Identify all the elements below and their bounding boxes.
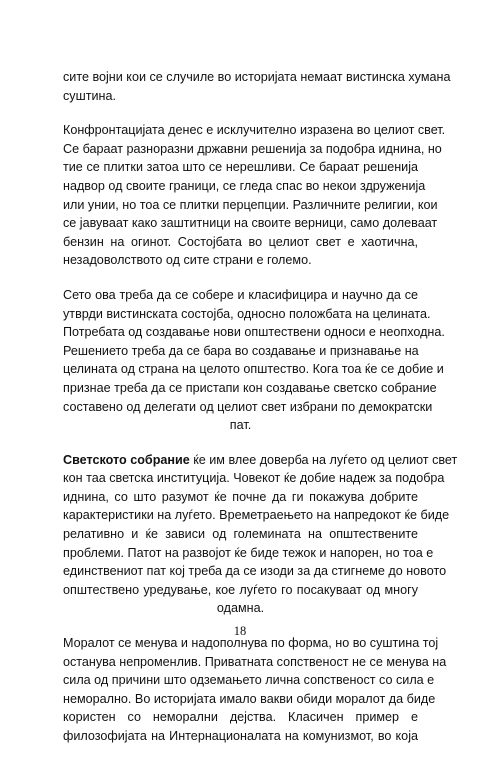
body-text (63, 68, 458, 762)
text-line: пат. (229, 418, 252, 433)
text-line: карактеристики на луѓето. Времетраењето на напредокот ќе биде (63, 508, 450, 523)
bold-lead-term: Светското собрание (63, 452, 190, 467)
text-line: единствениот пат кој треба да се изоди за да стигнеме до новото (63, 564, 447, 579)
text-line: Сето ова треба да се собере и класифицира и научно да се (63, 287, 418, 302)
text-line: општествено уредување, кое луѓето го посакуваат од многу (63, 582, 418, 597)
paragraph-1 (63, 68, 451, 105)
text-line: кон таа светска институција. Човекот ќе добие надеж за подобра (63, 471, 445, 486)
page-number: 18 (233, 624, 247, 638)
text-line: бензин на огинот. Состојбата во целиот свет е хаотична, (63, 234, 418, 249)
text-line: суштина. (63, 88, 116, 103)
text-line: филозофијата на Интернационалата на комунизмот, во која (63, 729, 418, 743)
text-line: се јавуваат како заштитници на своите верници, само долеваат (63, 216, 438, 231)
text-line: незадоволството од сите страни е големо. (63, 253, 312, 268)
text-line: или унии, но тоа се плитки перцепции. Различните религии, кои (63, 197, 438, 212)
text-line: признае треба да се пристапи кон создавање светско собрание (63, 380, 437, 395)
text-line: Се бараат разноразни државни решенија за подобра иднина, но (63, 141, 442, 156)
text-line: Решението треба да се бара во создавање и признавање на (63, 343, 419, 358)
text-line: неморално. Во историјата имало вакви обиди моралот да биде (63, 691, 436, 706)
text-line: сите војни кои се случиле во историјата немаат вистинска хумана (63, 70, 451, 84)
text-line: проблеми. Патот на развојот ќе биде тежок и напорен, но тоа е (63, 545, 434, 560)
text-line: Конфронтацијата денес е исклучително изразена во целиот свет. (63, 123, 446, 138)
text-line: останува непроменлив. Приватната сопственост не се менува на (63, 654, 447, 669)
text-line: надвор од своите граници, се гледа спас во некои здруженија (63, 178, 426, 193)
text-line: Моралот се менува и надополнува по форма, но во суштина тој (63, 636, 439, 651)
text-line: Потребата од создавање нови општествени односи е неопходна. (63, 325, 445, 340)
text-line: утврди вистинската состојба, односно положбата на целината. (63, 306, 431, 321)
paragraph-4 (63, 451, 458, 618)
text-line (63, 451, 458, 470)
paragraph-3 (63, 286, 445, 435)
text-line: одамна. (216, 601, 265, 616)
text-span: ќе им влее доверба на луѓето од целиот свет (189, 452, 458, 467)
text-line: сила од причини што одземањето лична сопственост со сила е (63, 673, 435, 688)
paragraph-5 (63, 634, 447, 746)
text-line: иднина, со што разумот ќе почне да ги покажува добрите (63, 489, 418, 504)
text-line: релативно и ќе зависи од големината на општествените (63, 527, 418, 542)
text-line: составено од делегати од целиот свет избрани по демократски (63, 399, 433, 414)
text-line: тие се плитки затоа што се нерешливи. Се бараат решенија (63, 160, 418, 175)
paragraph-2 (63, 121, 446, 270)
text-line: користен со неморални дејства. Класичен пример е (63, 710, 418, 725)
text-line: целината од страна на целото општество. Кога тоа ќе се добие и (63, 362, 444, 377)
